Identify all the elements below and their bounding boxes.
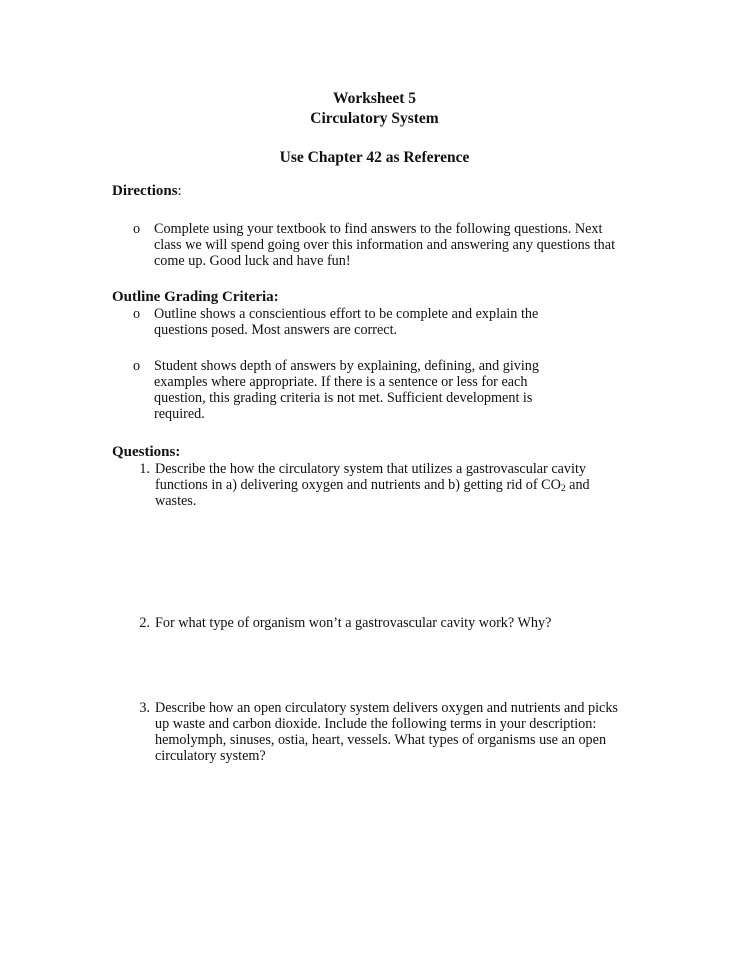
question-line: up waste and carbon dioxide. Include the following terms in your description: bbox=[155, 716, 597, 732]
grading-line: examples where appropriate. If there is a sentence or less for each bbox=[154, 374, 528, 390]
question-text bbox=[155, 615, 551, 631]
question-line: wastes. bbox=[155, 493, 197, 509]
question-number: 1. bbox=[139, 461, 150, 477]
grading-bullet-icon: o bbox=[133, 306, 141, 322]
question-line: hemolymph, sinuses, ostia, heart, vessels. What types of organisms use an open bbox=[155, 732, 607, 748]
grading-item bbox=[154, 358, 539, 422]
directions-heading-row bbox=[112, 183, 182, 200]
reference-note: Use Chapter 42 as Reference bbox=[279, 149, 470, 166]
question-number: 2. bbox=[139, 615, 150, 631]
worksheet-subtitle: Circulatory System bbox=[310, 110, 439, 127]
question-line: For what type of organism won’t a gastrovascular cavity work? Why? bbox=[155, 615, 552, 631]
grading-heading: Outline Grading Criteria: bbox=[112, 289, 279, 305]
grading-line: Student shows depth of answers by explaining, defining, and giving bbox=[154, 358, 539, 374]
grading-line: questions posed. Most answers are correct. bbox=[154, 322, 398, 338]
questions-heading: Questions: bbox=[112, 444, 181, 460]
grading-bullet-icon: o bbox=[133, 358, 141, 374]
question-line-part: and bbox=[565, 477, 590, 493]
grading-line: required. bbox=[154, 406, 205, 422]
directions-line: Complete using your textbook to find answers to the following questions. Next bbox=[154, 221, 603, 237]
grading-item bbox=[154, 306, 538, 338]
question-text bbox=[155, 700, 618, 764]
directions-line: come up. Good luck and have fun! bbox=[154, 253, 351, 269]
worksheet-title: Worksheet 5 bbox=[332, 90, 417, 107]
question-text bbox=[155, 461, 590, 509]
question-line: circulatory system? bbox=[155, 748, 266, 764]
grading-line: Outline shows a conscientious effort to be complete and explain the bbox=[154, 306, 539, 322]
question-line-part: functions in a) delivering oxygen and nutrients and b) getting rid of CO bbox=[155, 477, 561, 493]
question-line: Describe the how the circulatory system that utilizes a gastrovascular cavity bbox=[155, 461, 586, 477]
subscript: 2 bbox=[560, 484, 566, 494]
question-line: Describe how an open circulatory system delivers oxygen and nutrients and picks bbox=[155, 700, 618, 716]
directions-line: class we will spend going over this information and answering any questions that bbox=[154, 237, 616, 253]
directions-bullet-icon: o bbox=[133, 221, 141, 237]
directions-colon: : bbox=[177, 183, 182, 199]
grading-line: question, this grading criteria is not met. Sufficient development is bbox=[154, 390, 533, 406]
directions-heading: Directions bbox=[112, 183, 178, 199]
question-number: 3. bbox=[139, 700, 150, 716]
question-line bbox=[155, 477, 590, 493]
directions-item bbox=[154, 221, 615, 269]
